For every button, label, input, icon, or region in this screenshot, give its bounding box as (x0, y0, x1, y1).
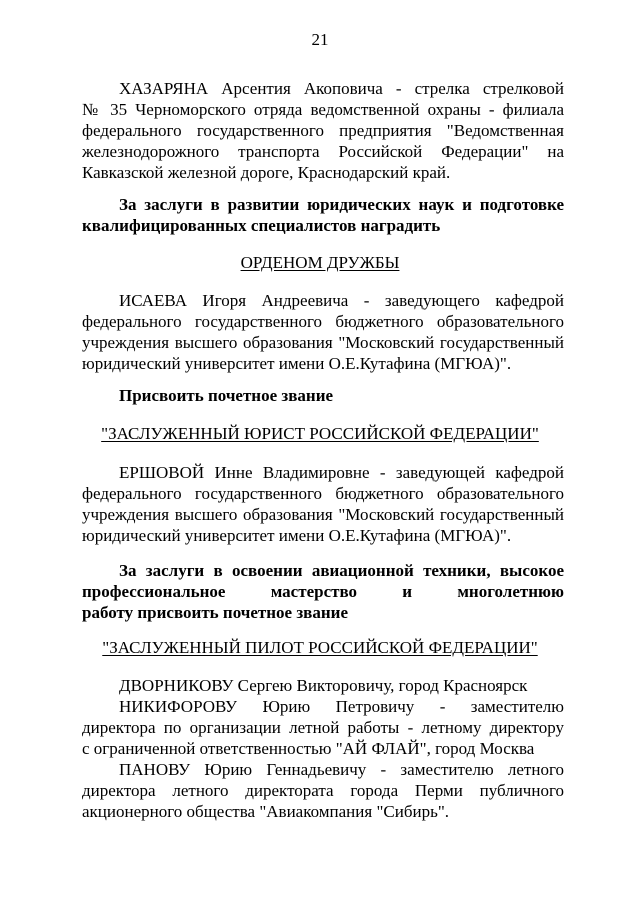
text-line: Присвоить почетное звание (119, 386, 334, 405)
text-line: ХАЗАРЯНА Арсентия Акоповича - стрелка стрелковой (119, 79, 564, 98)
text-line: ЕРШОВОЙ Инне Владимировне - заведующей кафедрой (119, 463, 564, 482)
paragraph-ershova (82, 462, 564, 546)
text-line: За заслуги в освоении авиационной техники, высокое (119, 561, 564, 580)
text-line: ИСАЕВА Игоря Андреевича - заведующего кафедрой (119, 291, 564, 310)
paragraph-khazaryan (82, 78, 564, 183)
heading-text: "ЗАСЛУЖЕННЫЙ ЮРИСТ РОССИЙСКОЙ ФЕДЕРАЦИИ" (101, 424, 539, 443)
text-line: работу присвоить почетное звание (82, 603, 348, 622)
text-line: НИКИФОРОВУ Юрию Петровичу - заместителю (119, 697, 564, 716)
text-line: директора летного директората города Перми публичного (82, 781, 564, 800)
text-line: профессиональное мастерство и многолетнюю (82, 582, 564, 601)
text-line: Кавказской железной дороге, Краснодарский край. (82, 163, 451, 182)
page-number: 21 (311, 30, 329, 49)
paragraph-dvornikov (82, 675, 564, 696)
text-line: учреждения высшего образования "Московский государственный (82, 505, 564, 524)
paragraph-law-merit (82, 194, 564, 236)
text-line: акционерного общества "Авиакомпания "Сибирь". (82, 802, 450, 821)
text-line: директора по организации летной работы - летному директору (82, 718, 564, 737)
paragraph-panov (82, 759, 564, 822)
text-line: квалифицированных специалистов наградить (82, 216, 441, 235)
heading-honored-lawyer (0, 423, 640, 444)
heading-honored-pilot (0, 637, 640, 658)
heading-text: "ЗАСЛУЖЕННЫЙ ПИЛОТ РОССИЙСКОЙ ФЕДЕРАЦИИ" (102, 638, 538, 657)
text-line: юридический университет имени О.Е.Кутафина (МГЮА)". (82, 354, 512, 373)
text-line: За заслуги в развитии юридических наук и подготовке (119, 195, 564, 214)
text-line: с ограниченной ответственностью "АЙ ФЛАЙ", город Москва (82, 739, 535, 758)
text-line: железнодорожного транспорта Российской Федерации" на (82, 142, 564, 161)
text-line: юридический университет имени О.Е.Кутафина (МГЮА)". (82, 526, 512, 545)
text-line: федерального государственного бюджетного образовательного (82, 312, 564, 331)
text-line: ДВОРНИКОВУ Сергею Викторовичу, город Красноярск (119, 676, 528, 695)
paragraph-nikiforov (82, 696, 564, 759)
paragraph-isaev (82, 290, 564, 374)
heading-text: ОРДЕНОМ ДРУЖБЫ (240, 253, 400, 272)
text-line: федерального государственного бюджетного образовательного (82, 484, 564, 503)
paragraph-aviation-merit (82, 560, 564, 623)
heading-order-of-friendship (0, 252, 640, 273)
text-line: № 35 Черноморского отряда ведомственной охраны - филиала (82, 100, 564, 119)
text-line: учреждения высшего образования "Московский государственный (82, 333, 564, 352)
text-line: ПАНОВУ Юрию Геннадьевичу - заместителю летного (119, 760, 564, 779)
text-line: федерального государственного предприятия "Ведомственная (82, 121, 564, 140)
paragraph-assign-title (82, 385, 564, 406)
